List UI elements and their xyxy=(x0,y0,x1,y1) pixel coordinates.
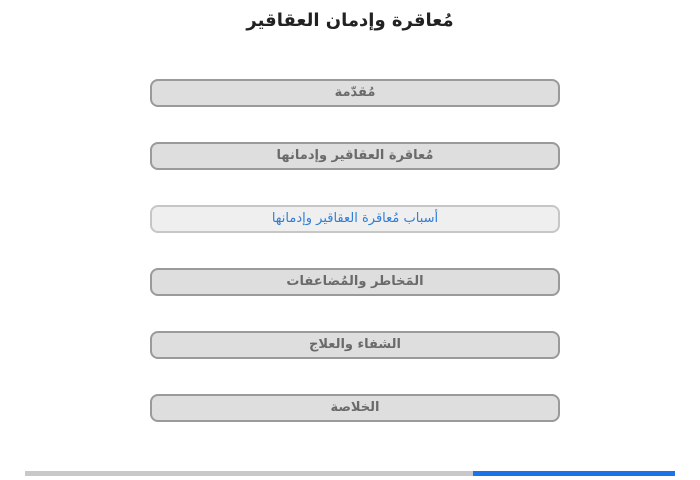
menu-item-summary[interactable]: الخلاصة xyxy=(150,394,560,422)
menu-item-causes[interactable]: أسباب مُعاقرة العقاقير وإدمانها xyxy=(150,205,560,233)
menu-item-drug-abuse[interactable]: مُعاقرة العقاقير وإدمانها xyxy=(150,142,560,170)
menu-item-risks[interactable]: المَخاطر والمُضاعفات xyxy=(150,268,560,296)
progress-bar-fill xyxy=(473,471,675,476)
chapter-menu xyxy=(150,79,560,457)
progress-bar xyxy=(25,471,675,476)
menu-item-introduction[interactable]: مُقدّمة xyxy=(150,79,560,107)
menu-item-treatment[interactable]: الشفاء والعلاج xyxy=(150,331,560,359)
page-title: مُعاقرة وإدمان العقاقير xyxy=(246,10,454,31)
